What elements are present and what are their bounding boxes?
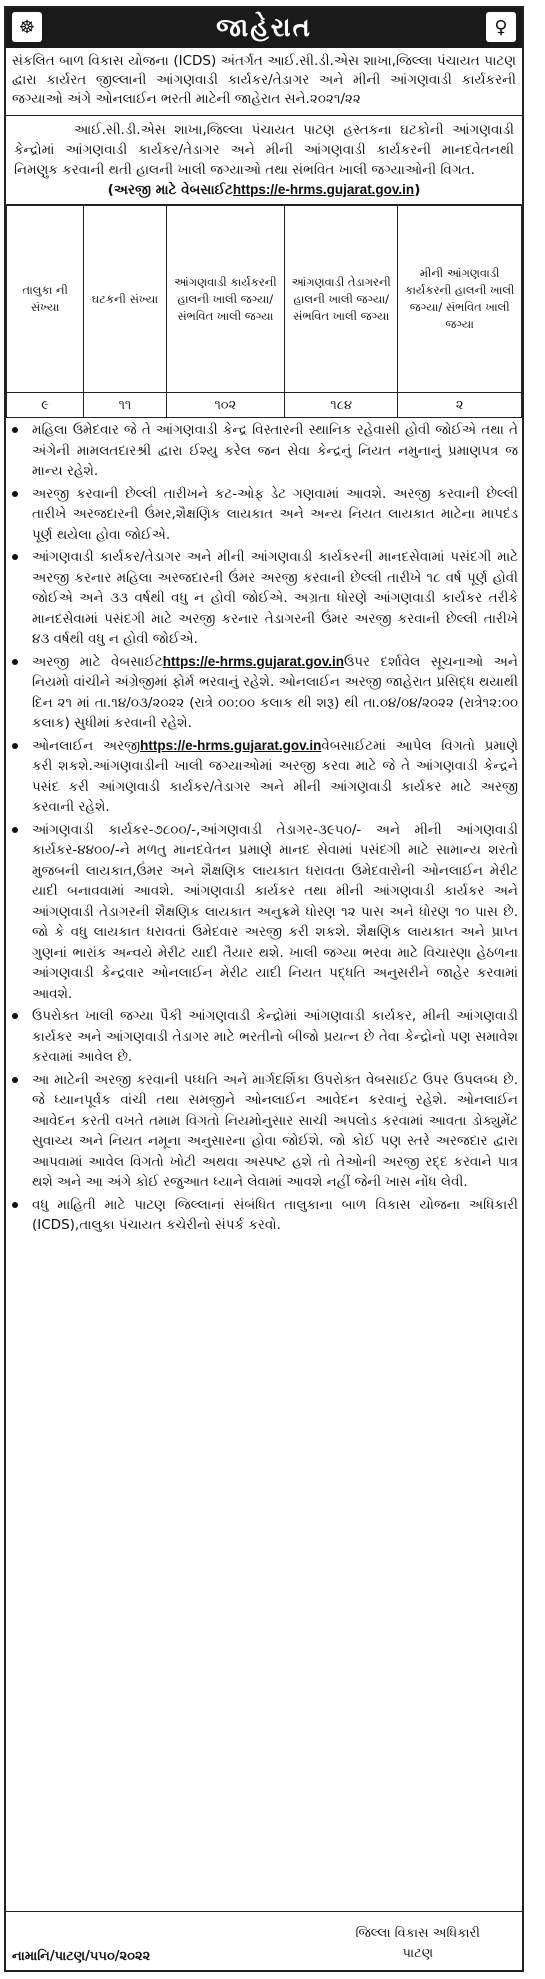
page-title: જાહેરાત <box>216 12 312 43</box>
website-label: (અરજી માટે વેબસાઈટ <box>107 182 233 198</box>
list-item: વધુ માહિતી માટે પાટણ જિલ્લાનાં સંબંધિત તાલુકાના બાળ વિકાસ યોજના અધિકારી (ICDS),તાલુકા પંચાયત કચેરીનો સંપર્ક કરવો. <box>32 1195 518 1236</box>
website-link[interactable]: https://e-hrms.gujarat.gov.in <box>232 182 415 197</box>
list-item: આ માટેની અરજી કરવાની પધ્ધતિ અને માર્ગદર્શિકા ઉપરોક્ત વેબસાઈટ ઉપર ઉપલબ્ધ છે. જે ધ્યાનપૂર્વક વાંચી તથા સમજીને ઓનલાઈન આવેદન કરવાનું રહેશે. ઓનલાઈન આવેદન કરતી વખતે તમામ વિગતો નિયમોનુસાર સાચી અપલોડ કરવામાં આવતા ડોક્યુમેંટ સુવાચ્ય અને નિયત નમૂના અનુસારના હોવા જોઈશે. જો કોઈ પણ સ્તરે અરજદાર દ્વારા આપવામાં આવેલ વિગતો ખોટી અથવા અસ્પષ્ટ હશે તો તેઓની અરજી રદ્દ કરવાને પાત્ર થશે અને આ અંગે કોઈ રજુઆત ધ્યાને લેવામાં આવશે નહીં જેની ખાસ નોંધ લેવી. <box>32 1070 518 1193</box>
intro-text: સંકલિત બાળ વિકાસ યોજના (ICDS) અંતર્ગત આઈ.સી.ડી.એસ શાખા,જિલ્લા પંચાયત પાટણ દ્વારા કાર્યરત જીલ્લાની આંગણવાડી કાર્યકર/તેડાગર અને મીની આંગણવાડી કાર્યકરની જગ્યાઓ અંગે ઓનલાઈન ભરતી માટેની જાહેરાત સને.૨૦૨૧/૨૨ <box>6 48 522 116</box>
table-header: આંગણવાડી કાર્યકરની હાલની ખાલી જગ્યા/ સંભવિત ખાલી જગ્યા <box>166 206 284 393</box>
table-cell: ૨ <box>398 393 522 418</box>
table-header-row <box>7 206 522 393</box>
list-item <box>32 736 518 818</box>
table-cell: ૧૧ <box>84 393 166 418</box>
signature-block <box>356 1924 480 1964</box>
header-bar <box>6 8 522 48</box>
list-item: મહિલા ઉમેદવાર જે તે આંગણવાડી કેન્દ્ર વિસ્તારની સ્થાનિક રહેવાસી હોવી જોઈએ તથા તે અંગેની મામલતદારશ્રી દ્વારા ઈશ્યુ કરેલ જન સેવા કેન્દ્રનું નિયત નમુનાનું પ્રમાણપત્ર જ માન્ય રહેશે. <box>32 420 518 482</box>
website-link[interactable]: https://e-hrms.gujarat.gov.in <box>140 737 322 753</box>
table-cell: ૧૦૨ <box>166 393 284 418</box>
table-header: આંગણવાડી તેડાગરની હાલની ખાલી જગ્યા/ સંભવિત ખાલી જગ્યા <box>285 206 398 393</box>
list-item: આંગણવાડી કાર્યકર-૭૮૦૦/-,આંગણવાડી તેડાગર-૩૯૫૦/- અને મીની આંગણવાડી કાર્યકર-૪૪૦૦/-ને મળતુ માનદવેતન પ્રમાણે માનદ સેવામાં પસંદગી માટે સામાન્ય શરતો મુજબની લાયકાત,ઉંમર અને શૈક્ષણિક લાયકાત ધરાવતા ઉમેદવારોની ઓનલાઈન મેરીટ યાદી બનાવવામાં આવશે. આંગણવાડી કાર્યકર તથા મીની આંગણવાડી કાર્યકર અને આંગણવાડી તેડાગરની શૈક્ષણિક લાયકાત અનુક્રમે ધોરણ ૧૨ પાસ અને ધોરણ ૧૦ પાસ છે. જો કે વધુ લાયકાત ધરાવતાં ઉમેદવાર અરજી કરી શકશે. શૈક્ષણિક લાયકાત અને પ્રાપ્ત ગુણનાં ભારાંક અન્વયે મેરીટ યાદી તૈયાર થશે. ખાલી જગ્યા ભરવા માટે વિચારણા હેઠળના આંગણવાડી કેન્દ્રવાર ઓનલાઈન મેરીટ યાદી નિયત પદ્ધતિ અનુસરીને જાહેર કરવામાં આવશે. <box>32 820 518 1005</box>
website-close: ) <box>414 182 421 198</box>
table-header: મીની આંગણવાડી કાર્યકરની હાલની ખાલી જગ્યા/ સંભવિત ખાલી જગ્યા <box>398 206 522 393</box>
list-item: અરજી કરવાની છેલ્લી તારીખને કટ-ઓફ ડેટ ગણવામાં આવશે. અરજી કરવાની છેલ્લી તારીખે અરજદારની ઉંમર,શૈક્ષણિક લાયકાત અને અન્ય નિયત લાયકાત માટેના માપદંડ પૂર્ણ થયેલા હોવા જોઈએ. <box>32 484 518 546</box>
website-link[interactable]: https://e-hrms.gujarat.gov.in <box>162 653 345 669</box>
table-row <box>7 393 522 418</box>
details-section <box>6 116 522 205</box>
details-text: આઈ.સી.ડી.એસ શાખા,જિલ્લા પંચાયત પાટણ હસ્તકના ઘટકોની આંગણવાડી કેન્દ્રોમાં આંગણવાડી કાર્યકર/તેડાગર અને મીની આંગણવાડી કાર્યકરની માનદવેતનથી નિમણુક કરવાની થતી હાલની ખાલી જગ્યાઓ તથા સંભવિત ખાલી જગ્યાઓની વિગત. <box>14 122 514 178</box>
list-item: ઉપરોક્ત ખાલી જગ્યા પૈકી આંગણવાડી કેન્દ્રોમાં આંગણવાડી કાર્યકર, મીની આંગણવાડી કાર્યકર અને આંગણવાડી તેડાગર માટે ભરતીનો બીજો પ્રયત્ન છે તેવા કેન્દ્રોનો પણ સમાવેશ કરવામાં આવેલ છે. <box>32 1006 518 1068</box>
advertisement <box>4 6 524 1972</box>
bullet-text: ઉપર દર્શાવેલ સૂચનાઓ અને નિયમો વાંચીને અંગ્રેજીમાં ફોર્મ ભરવાનું રહેશે. ઓનલાઈન અરજી જાહેરાત પ્રસિદ્ધ થયાથી દિન ૨૧ માં તા.૧૪/૦૩/૨૦૨૨ (રાત્રે ૦૦:૦૦ કલાક થી શરૂ) થી તા.૦૪/૦૪/૨૦૨૨ (રાત્રે૧૨:૦૦ કલાક) સુધીમાં કરવાની રહેશે. <box>32 653 518 731</box>
vacancy-table <box>6 205 522 418</box>
conditions-list <box>6 418 522 1240</box>
table-header: ઘટકની સંખ્યા <box>84 206 166 393</box>
icds-logo-icon: ♀ <box>486 12 516 42</box>
reference-number: નામાનિ/પાટણ/૫૫૦/૨૦૨૨ <box>12 1949 151 1964</box>
table-header: તાલુકા ની સંખ્યા <box>7 206 84 393</box>
bullet-text: ઓનલાઈન અરજી <box>32 737 141 754</box>
bullet-text: અરજી માટે વેબસાઈટ <box>32 653 163 670</box>
footer <box>6 1911 522 1970</box>
list-item: આંગણવાડી કાર્યકર/તેડાગર અને મીની આંગણવાડી કાર્યકરની માનદસેવામાં પસંદગી માટે અરજી કરનાર મહિલા અરજદારની ઉંમર અરજી કરવાની છેલ્લી તારીખે ૧૮ વર્ષ પૂર્ણ હોવી જોઈએ અને ૩૩ વર્ષથી વધુ ન હોવી જોઈએ. અગ્રતા ધોરણે આંગણવાડી કાર્યકર તરીકે માનદસેવામાં પસંદગી માટે અરજી કરનાર તેડાગરની ઉંમર અરજી કરવાની છેલ્લી તારીખે ૪૩ વર્ષથી વધુ ન હોવી જોઈએ. <box>32 547 518 650</box>
list-item <box>32 652 518 734</box>
state-emblem-icon: ☸ <box>12 12 42 42</box>
website-line <box>14 180 514 200</box>
signatory-title: જિલ્લા વિકાસ અધિકારી <box>355 1926 480 1941</box>
bullet-text: વેબસાઈટમાં આપેલ વિગતો પ્રમાણે કરી શકશે.આંગણવાડીની ખાલી જગ્યાઓમાં અરજી કરવા માટે જે તે આંગણવાડી કેન્દ્રને પસંદ કરી આંગણવાડી કાર્યકર/તેડાગર અને મીની આંગણવાડી કાર્યકર માટે અરજી કરવાની રહેશે. <box>32 737 519 815</box>
table-cell: ૧૮૪ <box>285 393 398 418</box>
table-cell: ૯ <box>7 393 84 418</box>
signatory-place: પાટણ <box>402 1946 434 1961</box>
